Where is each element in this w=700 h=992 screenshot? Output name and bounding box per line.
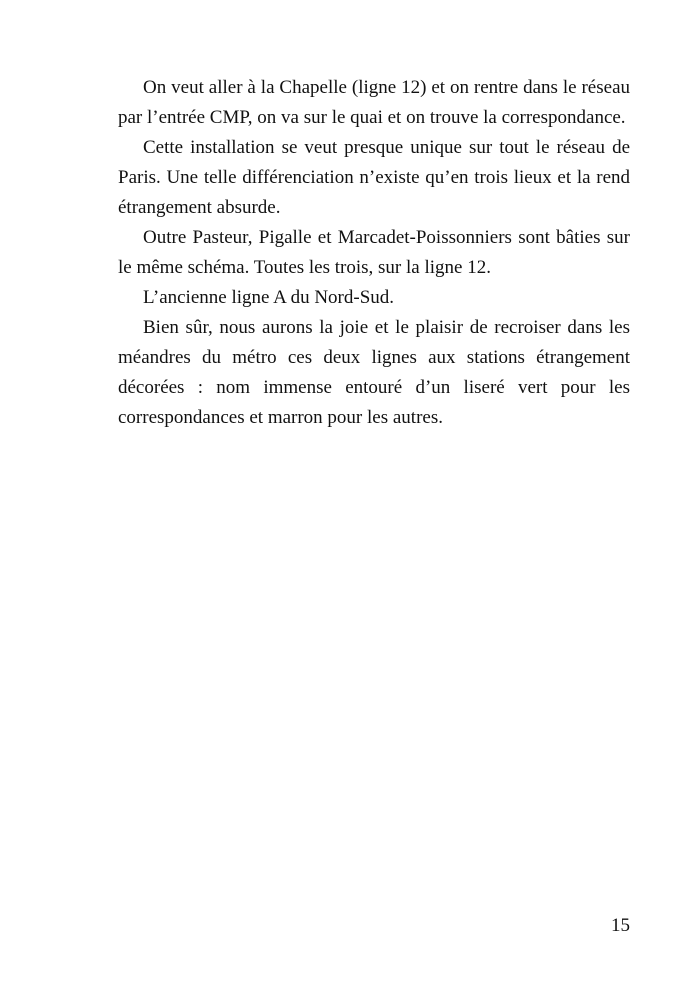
page-number: 15	[611, 915, 630, 936]
body-text	[118, 73, 630, 433]
paragraph-2: Cette installation se veut presque unique sur tout le réseau de Paris. Une telle différenciation n’existe qu’en trois lieux et la rend étrangement absurde.	[118, 137, 630, 218]
paragraph-3: Outre Pasteur, Pigalle et Marcadet-Poissonniers sont bâties sur le même schéma. Toutes les trois, sur la ligne 12.	[118, 227, 630, 278]
paragraph-1: On veut aller à la Chapelle (ligne 12) et on rentre dans le réseau par l’entrée CMP, on va sur le quai et on trouve la correspondance.	[118, 77, 630, 128]
paragraph-5: Bien sûr, nous aurons la joie et le plaisir de recroiser dans les méandres du métro ces deux lignes aux stations étrangement décorées : nom immense entouré d’un liseré vert pour les correspondances et marron pour les autres.	[118, 317, 630, 428]
paragraph-4: L’ancienne ligne A du Nord-Sud.	[143, 287, 395, 308]
